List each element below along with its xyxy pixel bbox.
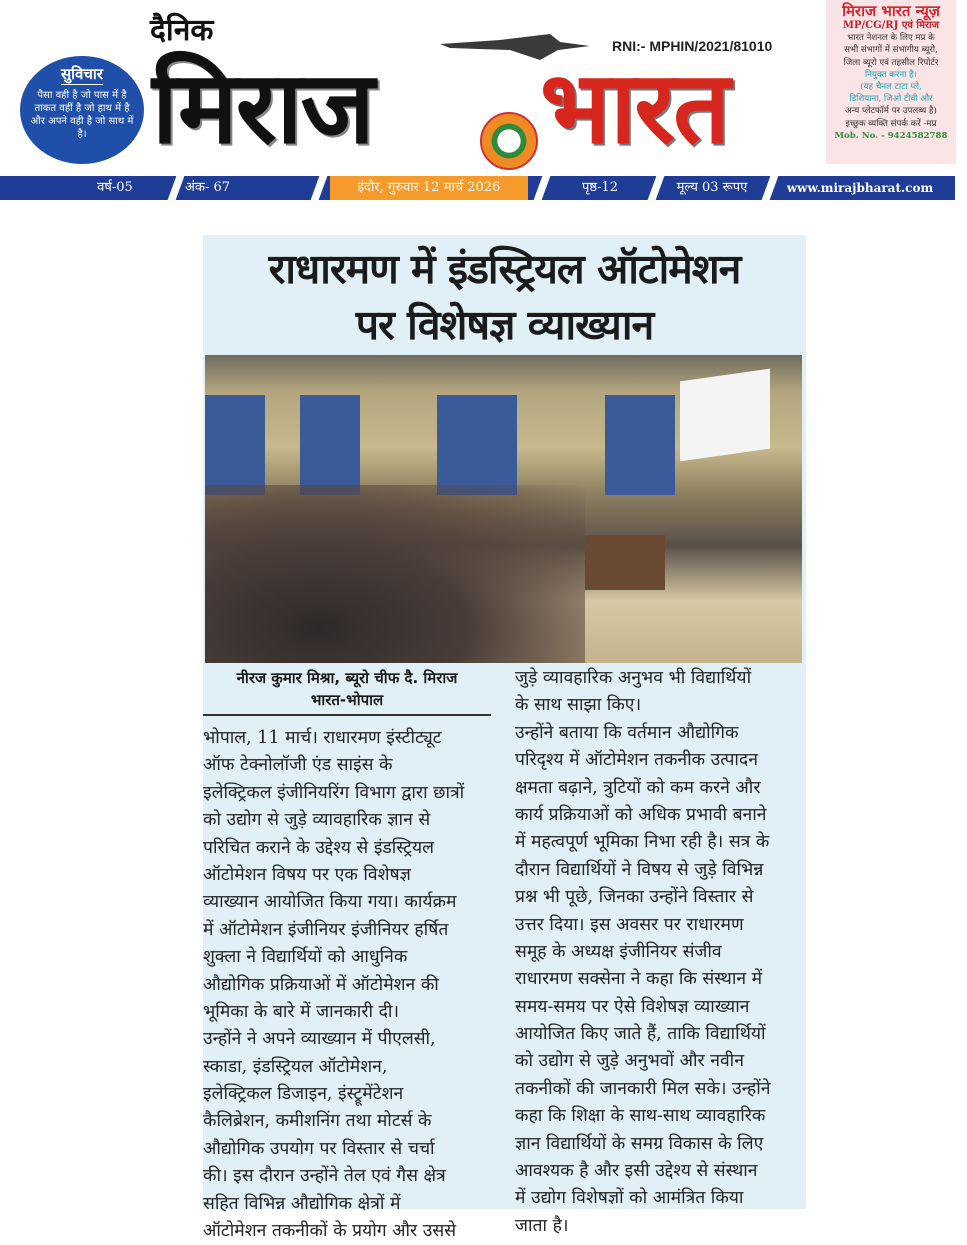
info-website: www.mirajbharat.com bbox=[786, 181, 934, 195]
recruitment-ad bbox=[826, 0, 956, 164]
article-headline bbox=[203, 241, 806, 353]
article-text-line: राधारमण सक्सेना ने कहा कि संस्थान में bbox=[515, 969, 763, 990]
article-text-line: ऑटोमेशन तकनीकों के प्रयोग और उससे bbox=[203, 1221, 457, 1242]
ad-line: अन्य प्लेटफॉर्म पर उपलब्ध है) bbox=[845, 106, 937, 117]
headline-line: राधारमण में इंडस्ट्रियल ऑटोमेशन bbox=[268, 245, 741, 293]
info-year: वर्ष-05 bbox=[97, 180, 133, 195]
ad-title: मिराज भारत न्यूज़ bbox=[842, 2, 940, 20]
table bbox=[585, 535, 665, 590]
article-text-line: क्षमता बढ़ाने, त्रुटियों को कम करने और bbox=[515, 777, 761, 798]
seminar-photo bbox=[205, 355, 802, 663]
ad-line: भारत नेशनल के लिए मप्र के bbox=[847, 33, 935, 44]
article-text-line: ऑटोमेशन विषय पर एक विशेषज्ञ bbox=[203, 864, 411, 885]
article-text-line: सहित विभिन्न औद्योगिक क्षेत्रों में bbox=[203, 1193, 401, 1214]
news-article bbox=[203, 235, 806, 1242]
curtain bbox=[300, 395, 360, 495]
ad-line: (यह चैनल टाटा प्ले, bbox=[860, 82, 922, 93]
article-text-line: समय-समय पर ऐसे विशेषज्ञ व्याख्यान bbox=[515, 996, 750, 1017]
suvichar-badge bbox=[20, 56, 144, 164]
article-text-line: को उद्योग से जुड़े अनुभवों और नवीन bbox=[515, 1051, 744, 1072]
article-text-line: को उद्योग से जुड़े व्यावहारिक ज्ञान से bbox=[203, 810, 431, 831]
ad-line: नियुक्त करना है। bbox=[865, 69, 917, 80]
article-text-line: उन्होंने ने अपने व्याख्यान में पीएलसी, bbox=[203, 1029, 436, 1050]
article-text-line: स्काडा, इंडस्ट्रियल ऑटोमेशन, bbox=[203, 1056, 388, 1077]
article-text-line: समूह के अध्यक्ष इंजीनियर संजीव bbox=[515, 941, 722, 962]
ad-mobile: Mob. No. - 9424582788 bbox=[834, 130, 948, 141]
audience bbox=[205, 485, 585, 663]
article-text-line: आयोजित किए जाते हैं, ताकि विद्यार्थियों bbox=[515, 1024, 766, 1045]
article-text-line: परिचित कराने के उद्देश्य से इंडस्ट्रियल bbox=[203, 837, 434, 858]
ad-line: MP/CG/RJ एवं मिराज bbox=[842, 20, 940, 31]
article-column-right bbox=[515, 665, 770, 1240]
article-text-line: में महत्वपूर्ण भूमिका निभा रही है। सत्र के bbox=[515, 832, 770, 853]
info-pages: पृष्ठ-12 bbox=[582, 180, 618, 195]
suvichar-title: सुविचार bbox=[61, 65, 103, 83]
curtain bbox=[205, 395, 265, 495]
projector-screen bbox=[680, 369, 770, 462]
article-text-line: जाता है। bbox=[515, 1215, 569, 1236]
article-text-line: औद्योगिक उपयोग पर विस्तार से चर्चा bbox=[203, 1138, 435, 1159]
article-text-line: परिदृश्य में ऑटोमेशन तकनीक उत्पादन bbox=[515, 750, 758, 771]
article-text-line: भूमिका के बारे में जानकारी दी। bbox=[203, 1001, 400, 1022]
info-issue: अंक- 67 bbox=[185, 180, 230, 195]
rni-number: RNI:- MPHIN/2021/81010 bbox=[612, 38, 773, 54]
masthead-dainik: दैनिक bbox=[150, 13, 214, 48]
article-text-line: में उद्योग विशेषज्ञों को आमंत्रित किया bbox=[515, 1188, 744, 1209]
curtain bbox=[605, 395, 675, 495]
article-byline bbox=[203, 667, 491, 716]
headline-line: पर विशेषज्ञ व्याख्यान bbox=[355, 301, 654, 349]
article-text-line: कार्य प्रक्रियाओं को अधिक प्रभावी बनाने bbox=[515, 804, 767, 825]
article-column-left bbox=[203, 725, 464, 1245]
ad-line: जिला ब्यूरो एवं तहसील रिपोर्टर bbox=[843, 57, 939, 68]
article-text-line: प्रश्न भी पूछे, जिनका उन्होंने विस्तार से bbox=[515, 887, 754, 908]
article-text-line: कहा कि शिक्षा के साथ-साथ व्यावहारिक bbox=[515, 1106, 766, 1127]
ad-line: सभी संभागों में संभागीय ब्यूरो, bbox=[844, 45, 938, 56]
newspaper-masthead bbox=[0, 0, 967, 205]
article-text-line: आवश्यक है और इसी उद्देश्य से संस्थान bbox=[515, 1161, 758, 1182]
article-text-line: में ऑटोमेशन इंजीनियर इंजीनियर हर्षित bbox=[203, 919, 449, 940]
suvichar-text: पैसा वही है जो पास में है ताकत वहीं है जो हाथ में है और अपने वही है जो साथ में है। bbox=[30, 90, 134, 140]
ad-line: इच्छुक व्यक्ति संपर्क करें -मप्र bbox=[845, 118, 937, 129]
logo-bharat: भारत bbox=[540, 49, 729, 166]
article-text-line: इलेक्ट्रिकल इंजीनियरिंग विभाग द्वारा छात्रों bbox=[203, 782, 465, 803]
info-price: मूल्य 03 रूपए bbox=[676, 180, 748, 195]
article-text-line: तकनीकों की जानकारी मिल सके। उन्होंने bbox=[515, 1078, 771, 1099]
article-text-line: जुड़े व्यावहारिक अनुभव भी विद्यार्थियों bbox=[515, 668, 752, 688]
article-text-line: ऑफ टेक्नोलॉजी एंड साइंस के bbox=[203, 755, 393, 776]
article-text-line: की। इस दौरान उन्होंने तेल एवं गैस क्षेत्र bbox=[203, 1166, 446, 1187]
article-text-line: उन्होंने बताया कि वर्तमान औद्योगिक bbox=[515, 722, 739, 743]
byline-line: नीरज कुमार मिश्रा, ब्यूरो चीफ दै. मिराज bbox=[236, 669, 458, 687]
article-text-line: दौरान विद्यार्थियों ने विषय से जुड़े विभिन्न bbox=[515, 859, 764, 880]
article-text-line: कैलिब्रेशन, कमीशनिंग तथा मोटर्स के bbox=[203, 1111, 432, 1132]
curtain bbox=[437, 395, 517, 495]
article-text-line: इलेक्ट्रिकल डिजाइन, इंस्ट्रूमेंटेशन bbox=[203, 1084, 404, 1105]
article-text-line: ज्ञान विद्यार्थियों के समग्र विकास के लिए bbox=[515, 1133, 764, 1154]
byline-line: भारत-भोपाल bbox=[310, 691, 384, 709]
article-text-line: औद्योगिक प्रक्रियाओं में ऑटोमेशन की bbox=[203, 974, 439, 995]
article-text-line: शुक्ला ने विद्यार्थियों को आधुनिक bbox=[203, 947, 408, 968]
article-text-line: उत्तर दिया। इस अवसर पर राधारमण bbox=[515, 914, 744, 935]
logo-miraj: मिराज bbox=[152, 49, 373, 166]
article-text-line: भोपाल, 11 मार्च। राधारमण इंस्टीट्यूट bbox=[203, 728, 442, 748]
emblem-logo bbox=[480, 112, 538, 170]
article-text-line: के साथ साझा किए। bbox=[515, 695, 642, 716]
ad-line: डिशियाना, जिओ टीवी और bbox=[849, 94, 933, 105]
article-text-line: व्याख्यान आयोजित किया गया। कार्यक्रम bbox=[203, 892, 457, 913]
info-date: इंदौर, गुरुवार 12 मार्च 2026 bbox=[330, 176, 528, 200]
